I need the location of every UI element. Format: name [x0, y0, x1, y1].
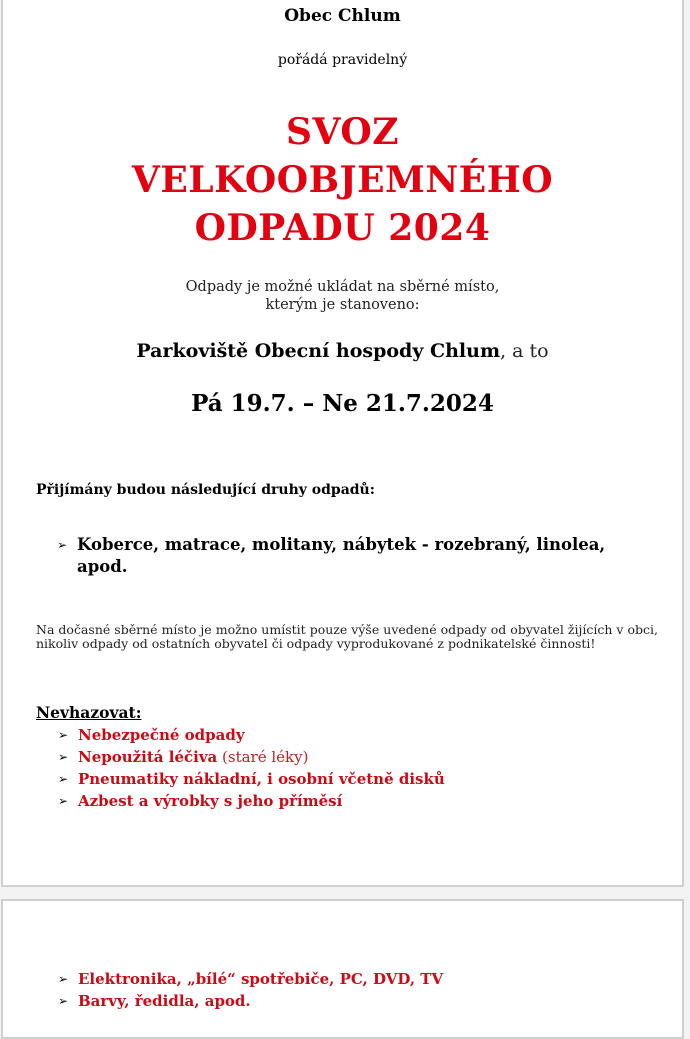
forbidden-item-text: Azbest a výrobky s jeho příměsí	[78, 792, 343, 810]
forbidden-item-text: Barvy, ředidla, apod.	[78, 992, 251, 1010]
forbidden-heading: Nevhazovat:	[36, 703, 142, 722]
collection-place	[3, 340, 682, 362]
document-page-1	[1, 0, 684, 887]
forbidden-item	[58, 990, 443, 1012]
forbidden-item-note: (staré léky)	[217, 748, 309, 766]
arrow-bullet-icon: ➢	[58, 772, 69, 786]
forbidden-item-text: Nepoužitá léčiva	[78, 748, 218, 766]
intro-line-2: kterým je stanoveno:	[265, 297, 420, 313]
forbidden-item	[58, 746, 445, 768]
notice-text: Na dočasné sběrné místo je možno umístit pouze výše uvedené odpady od obyvatel žijících v obci, nikoliv odpady od ostatních obyvatel či odpady vyprodukované z podnikatelské činnosti!	[36, 622, 658, 651]
document-page-2	[1, 899, 684, 1039]
arrow-bullet-icon: ➢	[57, 538, 68, 552]
title-line-3: ODPADU 2024	[194, 207, 491, 249]
accepted-item	[57, 534, 657, 578]
forbidden-item	[58, 768, 445, 790]
place-suffix: , a to	[500, 340, 549, 362]
forbidden-item	[58, 790, 445, 812]
arrow-bullet-icon: ➢	[58, 794, 69, 808]
subtitle: pořádá pravidelný	[277, 52, 408, 68]
forbidden-item-text: Pneumatiky nákladní, i osobní včetně disků	[78, 770, 445, 788]
title-line-1: SVOZ	[286, 111, 399, 153]
forbidden-item-text: Nebezpečné odpady	[78, 726, 245, 744]
place-name: Parkoviště Obecní hospody Chlum	[136, 340, 501, 362]
forbidden-list-continued	[58, 968, 443, 1012]
accepted-heading: Přijímány budou následující druhy odpadů:	[36, 482, 375, 498]
intro-line-1: Odpady je možné ukládat na sběrné místo,	[185, 279, 500, 295]
organizer: Obec Chlum	[284, 6, 401, 26]
collection-dates: Pá 19.7. – Ne 21.7.2024	[191, 390, 494, 417]
accepted-item-line-2: apod.	[77, 557, 128, 576]
forbidden-item-text: Elektronika, „bílé“ spotřebiče, PC, DVD, TV	[78, 970, 444, 988]
forbidden-item	[58, 968, 443, 990]
accepted-item-line-1: Koberce, matrace, molitany, nábytek - rozebraný, linolea,	[77, 535, 606, 554]
intro-text	[3, 278, 682, 314]
forbidden-list	[58, 724, 445, 812]
arrow-bullet-icon: ➢	[58, 994, 69, 1008]
forbidden-item	[58, 724, 445, 746]
title-line-2: VELKOOBJEMNÉHO	[131, 159, 554, 201]
arrow-bullet-icon: ➢	[58, 750, 69, 764]
arrow-bullet-icon: ➢	[58, 972, 69, 986]
arrow-bullet-icon: ➢	[58, 728, 69, 742]
